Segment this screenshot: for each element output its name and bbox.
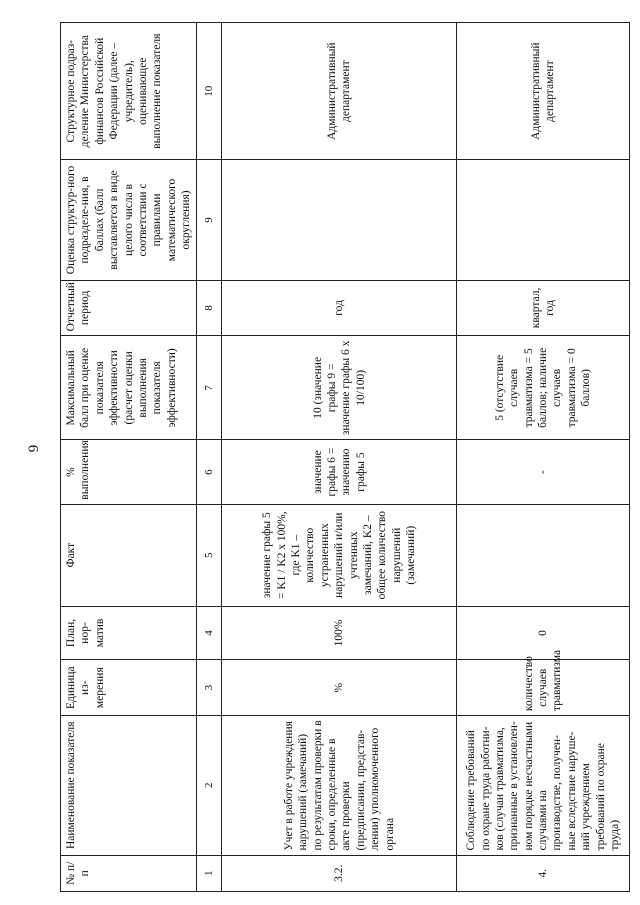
row-unit: количество случаев травматизма [457,660,630,716]
column-number: 1 [197,855,222,891]
row-fact: значение графы 5 = K1 / K2 x 100%, где K1 – количество устраненных нарушений и/или учтенных замечаний, K2 – общее количество нарушений (замечаний) [222,504,457,606]
row-score [222,160,457,280]
row-plan: 100% [222,606,457,660]
column-number: 3 [197,660,222,716]
row-plan: 0 [457,606,630,660]
row-department: Административный департамент [222,23,457,160]
table-sheet [60,22,630,892]
row-num: 3.2. [222,855,457,891]
row-num: 4. [457,855,630,891]
table-row [457,23,630,892]
header-percent: % выполнения [61,440,197,504]
header-fact: Факт [61,504,197,606]
table-row [222,23,457,892]
row-max-score: 5 (отсутствие случаев травматизма = 5 баллов; наличие случаев травматизма = 0 баллов) [457,336,630,440]
row-period: квартал, год [457,280,630,336]
header-department: Структурное подраз-деление Министерства финансов Российской Федерации (далее – учредитель), оценивающее выполнение показателя [61,23,197,160]
column-number: 7 [197,336,222,440]
indicators-table [60,22,630,892]
column-number: 8 [197,280,222,336]
column-number: 6 [197,440,222,504]
row-unit: % [222,660,457,716]
header-name: Наименование показателя [61,716,197,855]
header-period: Отчетный период [61,280,197,336]
row-indicator-name: Учет в работе учреждения нарушений (замечаний) по результатам проверки в сроки, определенные в акте проверки (предписании, представ-лении) уполномоченного органа [222,716,457,855]
header-plan: План, нор-матив [61,606,197,660]
header-num: № п/п [61,855,197,891]
row-max-score: 10 (значение графы 9 = значение графы 6 x 10/100) [222,336,457,440]
row-percent: - [457,440,630,504]
header-unit: Единица из-мерения [61,660,197,716]
row-period: год [222,280,457,336]
column-number: 9 [197,160,222,280]
column-number: 5 [197,504,222,606]
column-number: 2 [197,716,222,855]
row-department: Административный департамент [457,23,630,160]
column-number: 4 [197,606,222,660]
row-fact [457,504,630,606]
header-row [61,23,197,892]
header-score: Оценка структур-ного подразделе-ния, в баллах (балл выставляется в виде целого числа в соответствии с правилами математического округления) [61,160,197,280]
page-number: 6 [24,444,41,453]
header-max-score: Максимальный балл при оценке показателя эффективности (расчет оценки выполнения показателя эффективности) [61,336,197,440]
column-numbers-row [197,23,222,892]
row-percent: значение графы 6 = значению графы 5 [222,440,457,504]
column-number: 10 [197,23,222,160]
row-score [457,160,630,280]
row-indicator-name: Соблюдение требований по охране труда работни-ков (случаи травматизма, признанные в установлен-ном порядке несчастными случаями на производстве, получен-ные вследствие наруше-ний учреждением требований по охране труда) [457,716,630,855]
rotated-table-container [60,22,630,892]
